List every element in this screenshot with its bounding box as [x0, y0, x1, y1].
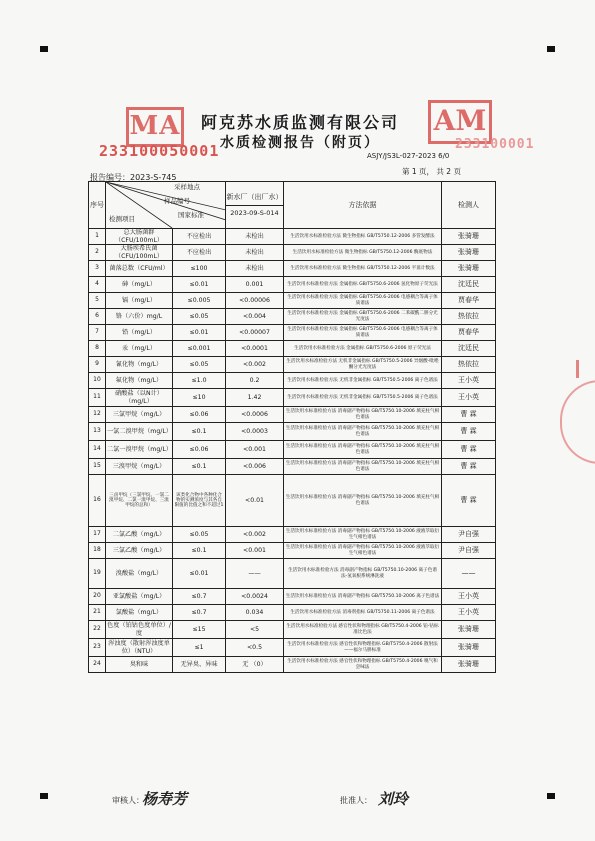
- table-header-row: [89, 182, 496, 229]
- standard-limit: ≤0.7: [173, 589, 226, 605]
- item-name: 二氯一溴甲烷（mg/L）: [106, 441, 173, 459]
- item-name: 色度（铂钴色度单位）/度: [107, 622, 171, 637]
- table-row: [89, 559, 496, 589]
- result-value: 0.034: [226, 605, 284, 621]
- inspector-name: 曹 霖: [442, 441, 496, 459]
- item-name: 砷（mg/L）: [106, 277, 173, 293]
- standard-limit: ≤0.005: [173, 293, 226, 309]
- reviewer-label: 审核人：: [112, 796, 144, 805]
- row-number: 5: [89, 293, 106, 309]
- table-row: [89, 475, 496, 527]
- row-number: 20: [89, 589, 106, 605]
- result-value: <0.001: [226, 543, 284, 559]
- row-number: 7: [89, 325, 106, 341]
- cert-number-echo: 233100001: [455, 137, 535, 152]
- result-value: <0.004: [226, 309, 284, 325]
- result-value: <0.0024: [226, 589, 284, 605]
- method-basis: 生活饮用水标准检验方法 感官性状和物理指标 GB/T5750.4-2006 嗅气和尝味法: [284, 657, 442, 673]
- table-row: [89, 657, 496, 673]
- standard-limit: ≤0.01: [173, 325, 226, 341]
- result-value: 未检出: [226, 245, 284, 261]
- report-number: 报告编号：2023-S-745: [90, 173, 177, 182]
- table-row: [89, 389, 496, 407]
- method-basis: 生活饮用水标准检验方法 消毒副产物指标 GB/T5750.10-2006 填充柱气相色谱法: [284, 459, 442, 475]
- method-basis: 生活饮用水标准检验方法 金属指标 GB/T5750.6-2006 二苯碳酰二肼分光光度法: [284, 309, 442, 325]
- table-row: [89, 527, 496, 543]
- inspector-name: 曹 霖: [442, 459, 496, 475]
- inspector-name: 王小英: [442, 589, 496, 605]
- inspector-name: 尹自强: [442, 543, 496, 559]
- cma-stamp: MA: [126, 107, 184, 147]
- table-row: [89, 357, 496, 373]
- table-row: [89, 293, 496, 309]
- row-number: 2: [89, 245, 106, 261]
- sample-number: 2023-09-S-014: [230, 208, 279, 217]
- inspector-name: 张骑珊: [442, 639, 496, 657]
- method-basis: 生活饮用水标准检验方法 消毒副产物指标 GB/T5750.10-2006 填充柱气相色谱法: [284, 423, 442, 441]
- row-number: 13: [89, 423, 106, 441]
- site-label: 新水厂（出厂水）: [226, 193, 283, 206]
- diag-label-item: 检测项目: [109, 215, 135, 223]
- item-name: 氟化物（mg/L）: [106, 373, 173, 389]
- item-name: 亚氯酸盐（mg/L）: [106, 589, 173, 605]
- method-basis: 生活饮用水标准检验方法 消毒副产物指标 GB/T5750.10-2006 填充柱气相色谱法: [284, 441, 442, 459]
- corner-mark-bottom-left: [40, 793, 48, 799]
- standard-limit: ≤0.06: [173, 407, 226, 423]
- standard-limit: ≤0.001: [173, 341, 226, 357]
- inspector-name: 张骑珊: [442, 229, 496, 245]
- method-basis: 生活饮用水标准检验方法 无机非金属指标 GB/T5750.5-2006 离子色谱法: [284, 373, 442, 389]
- row-number: 9: [89, 357, 106, 373]
- col-header-inspector: 检测人: [442, 182, 496, 229]
- result-value: <0.5: [226, 639, 284, 657]
- method-basis: 生活饮用水标准检验方法 消毒副产物指标 GB/T5750.10-2006 填充柱气相色谱法: [284, 475, 442, 527]
- corner-mark-top-left: [40, 46, 48, 52]
- inspector-name: 沈廷民: [442, 341, 496, 357]
- standard-limit: ≤1.0: [173, 373, 226, 389]
- standard-limit: ≤100: [173, 261, 226, 277]
- item-name: 三氯甲烷（mg/L）: [106, 407, 173, 423]
- result-value: 未检出: [226, 261, 284, 277]
- method-basis: 生活饮用水标准检验方法 微生物指标 GB/T5750.12-2006 平皿计数法: [284, 261, 442, 277]
- approver-signature: 刘玲: [378, 790, 409, 808]
- table-row: [89, 229, 496, 245]
- edge-seal-mark: [576, 360, 579, 378]
- standard-limit: ≤0.01: [173, 277, 226, 293]
- item-name: 氯酸盐（mg/L）: [106, 605, 173, 621]
- table-row: [89, 245, 496, 261]
- inspector-name: 贾春华: [442, 325, 496, 341]
- table-row: [89, 407, 496, 423]
- col-header-no: 序号: [89, 182, 106, 229]
- table-row: [89, 373, 496, 389]
- diag-label-standard: 国家标准: [178, 211, 204, 219]
- item-name: 菌落总数（CFU/ml）: [106, 261, 173, 277]
- row-number: 16: [89, 475, 106, 527]
- row-number: 12: [89, 407, 106, 423]
- document-id: ASJY/JS3L-027-2023 6/0: [367, 152, 450, 160]
- method-basis: 生活饮用水标准检验方法 微生物指标 GB/T5750.12-2006 多管发酵法: [284, 229, 442, 245]
- approver-label: 批准人：: [340, 796, 372, 805]
- site-sample-header: [226, 182, 284, 229]
- inspector-name: 张骑珊: [442, 621, 496, 639]
- inspector-name: 王小英: [442, 373, 496, 389]
- standard-limit: ≤0.05: [173, 309, 226, 325]
- diagonal-header-cell: [106, 182, 226, 229]
- result-value: <0.0001: [226, 341, 284, 357]
- item-name: 汞（mg/L）: [106, 341, 173, 357]
- inspector-name: 尹自强: [442, 527, 496, 543]
- table-row: [89, 309, 496, 325]
- item-name: 铬（六价）mg/L: [106, 309, 173, 325]
- table-row: [89, 543, 496, 559]
- row-number: 14: [89, 441, 106, 459]
- method-basis: 生活饮用水标准检验方法 消毒剂指标 GB/T5750.11-2006 离子色谱法: [284, 605, 442, 621]
- standard-limit: ≤15: [173, 621, 226, 639]
- item-name: 三卤甲烷（三氯甲烷、一氯二溴甲烷、二氯一溴甲烷、三溴甲烷的总和）: [106, 475, 173, 527]
- method-basis: 生活饮用水标准检验方法 无机非金属指标 GB/T5750.5-2006 异烟酸-吡唑酮分光光度法: [284, 357, 442, 373]
- item-name: 三溴甲烷（mg/L）: [106, 459, 173, 475]
- result-value: 未检出: [226, 229, 284, 245]
- reviewer-signature: 杨寿芳: [142, 790, 188, 808]
- method-basis: 生活饮用水标准检验方法 感官性状和物理指标 GB/T5750.4-2006 铂-钴标准比色法: [284, 621, 442, 639]
- standard-limit: 该类化合物中各种化合物的实测浓度与其各自限值的比值之和不超过1: [173, 475, 226, 527]
- row-number: 18: [89, 543, 106, 559]
- inspector-name: 沈廷民: [442, 277, 496, 293]
- result-value: <5: [226, 621, 284, 639]
- result-value: <0.001: [226, 441, 284, 459]
- standard-limit: ≤10: [173, 389, 226, 407]
- result-value: 1.42: [226, 389, 284, 407]
- table-row: [89, 441, 496, 459]
- results-table: [88, 181, 496, 673]
- item-name: 一氯二溴甲烷（mg/L）: [106, 423, 173, 441]
- inspector-name: ——: [442, 559, 496, 589]
- table-row: [89, 325, 496, 341]
- table-row: [89, 639, 496, 657]
- row-number: 15: [89, 459, 106, 475]
- result-value: <0.0003: [226, 423, 284, 441]
- row-number: 21: [89, 605, 106, 621]
- result-value: 无 （0）: [226, 657, 284, 673]
- result-value: 0.001: [226, 277, 284, 293]
- table-row: [89, 261, 496, 277]
- table-row: [89, 621, 496, 639]
- row-number: 4: [89, 277, 106, 293]
- inspector-name: 王小英: [442, 389, 496, 407]
- method-basis: 生活饮用水标准检验方法 消毒副产物指标 GB/T5750.10-2006 液液萃取衍生气相色谱法: [284, 527, 442, 543]
- table-row: [89, 605, 496, 621]
- standard-limit: ≤0.1: [173, 423, 226, 441]
- standard-limit: ≤0.1: [173, 543, 226, 559]
- col-header-method: 方法依据: [284, 182, 442, 229]
- item-name: 镉（mg/L）: [106, 293, 173, 309]
- item-name: 总大肠菌群（CFU/100mL）: [106, 229, 173, 245]
- inspector-name: 张骑珊: [442, 657, 496, 673]
- result-value: <0.006: [226, 459, 284, 475]
- method-basis: 生活饮用水标准检验方法 金属指标 GB/T5750.6-2006 电感耦合等离子体质谱法: [284, 325, 442, 341]
- method-basis: 生活饮用水标准检验方法 感官性状和物理指标 GB/T5750.4-2006 散射法——福尔马肼标准: [284, 639, 442, 657]
- result-value: ——: [226, 559, 284, 589]
- standard-limit: ≤0.05: [173, 357, 226, 373]
- result-value: <0.002: [226, 527, 284, 543]
- row-number: 6: [89, 309, 106, 325]
- item-name: 浑浊度（散射浑浊度单位）（NTU）: [106, 639, 173, 657]
- standard-limit: ≤0.1: [173, 459, 226, 475]
- corner-mark-bottom-right: [547, 793, 555, 799]
- row-number: 24: [89, 657, 106, 673]
- row-number: 1: [89, 229, 106, 245]
- cert-number: 233100050001: [99, 142, 220, 160]
- row-number: 17: [89, 527, 106, 543]
- method-basis: 生活饮用水标准检验方法 金属指标 GB/T5750.6-2006 原子荧光法: [284, 341, 442, 357]
- method-basis: 生活饮用水标准检验方法 消毒副产物指标 GB/T5750.10-2006 填充柱气相色谱法: [284, 407, 442, 423]
- company-title: 阿克苏水质监测有限公司: [200, 113, 399, 132]
- item-name: 三氯乙酸（mg/L）: [106, 543, 173, 559]
- report-subtitle: 水质检测报告（附页）: [220, 135, 380, 151]
- row-number: 11: [89, 389, 106, 407]
- result-value: <0.002: [226, 357, 284, 373]
- row-number: 8: [89, 341, 106, 357]
- item-name: 硝酸盐（以N计）（mg/L）: [106, 389, 173, 407]
- standard-limit: ≤0.01: [173, 559, 226, 589]
- standard-limit: ≤0.05: [173, 527, 226, 543]
- inspector-name: 曹 霖: [442, 475, 496, 527]
- item-name: 大肠埃希氏菌（CFU/100mL）: [106, 245, 173, 261]
- row-number: 3: [89, 261, 106, 277]
- inspector-name: 曹 霖: [442, 423, 496, 441]
- result-value: <0.00007: [226, 325, 284, 341]
- method-basis: 生活饮用水标准检验方法 消毒副产物指标 GB/T5750.10-2006 液液萃取衍生气相色谱法: [284, 543, 442, 559]
- corner-mark-top-right: [547, 46, 555, 52]
- page-info: 第 1 页， 共 2 页: [402, 167, 461, 176]
- table-row: [89, 459, 496, 475]
- result-value: <0.00006: [226, 293, 284, 309]
- method-basis: 生活饮用水标准检验方法 金属指标 GB/T5750.6-2006 电感耦合等离子体质谱法: [284, 293, 442, 309]
- row-number: 19: [89, 559, 106, 589]
- diag-label-sample: 样品编号: [164, 197, 190, 205]
- table-row: [89, 423, 496, 441]
- method-basis: 生活饮用水标准检验方法 无机非金属指标 GB/T5750.5-2006 离子色谱法: [284, 389, 442, 407]
- inspector-name: 热依拉: [442, 309, 496, 325]
- row-number: 23: [89, 639, 106, 657]
- method-basis: 生活饮用水标准检验方法 金属指标 GB/T5750.6-2006 氢化物原子荧光法: [284, 277, 442, 293]
- standard-limit: ≤1: [173, 639, 226, 657]
- inspector-name: 王小英: [442, 605, 496, 621]
- standard-limit: ≤0.7: [173, 605, 226, 621]
- result-value: 0.2: [226, 373, 284, 389]
- method-basis: 生活饮用水标准检验方法 消毒副产物指标 GB/T5750.10-2006 离子色谱法: [284, 589, 442, 605]
- standard-limit: 不应检出: [173, 229, 226, 245]
- inspector-name: 张骑珊: [442, 261, 496, 277]
- standard-limit: ≤0.06: [173, 441, 226, 459]
- item-name: 铅（mg/L）: [106, 325, 173, 341]
- standard-limit: 不应检出: [173, 245, 226, 261]
- result-value: <0.0006: [226, 407, 284, 423]
- cam-stamp: AM: [428, 100, 492, 144]
- standard-limit: 无异臭、异味: [173, 657, 226, 673]
- table-row: [89, 341, 496, 357]
- inspector-name: 热依拉: [442, 357, 496, 373]
- item-name: 臭和味: [106, 657, 173, 673]
- inspector-name: 贾春华: [442, 293, 496, 309]
- method-basis: 生活饮用水标准检验方法 微生物指标 GB/T5750.12-2006 酶底物法: [284, 245, 442, 261]
- result-value: <0.01: [226, 475, 284, 527]
- inspector-name: 曹 霖: [442, 407, 496, 423]
- table-row: [89, 589, 496, 605]
- item-name: 氰化物（mg/L）: [106, 357, 173, 373]
- item-name: 溴酸盐（mg/L）: [106, 559, 173, 589]
- inspector-name: 张骑珊: [442, 245, 496, 261]
- method-basis: 生活饮用水标准检验方法 消毒副产物指标 GB/T5750.10-2006 离子色谱法-氢氧根系统淋洗液: [284, 559, 442, 589]
- table-row: [89, 277, 496, 293]
- item-name: 二氯乙酸（mg/L）: [106, 527, 173, 543]
- row-number: 10: [89, 373, 106, 389]
- row-number: 22: [89, 621, 106, 639]
- diag-label-site: 采样地点: [174, 183, 200, 191]
